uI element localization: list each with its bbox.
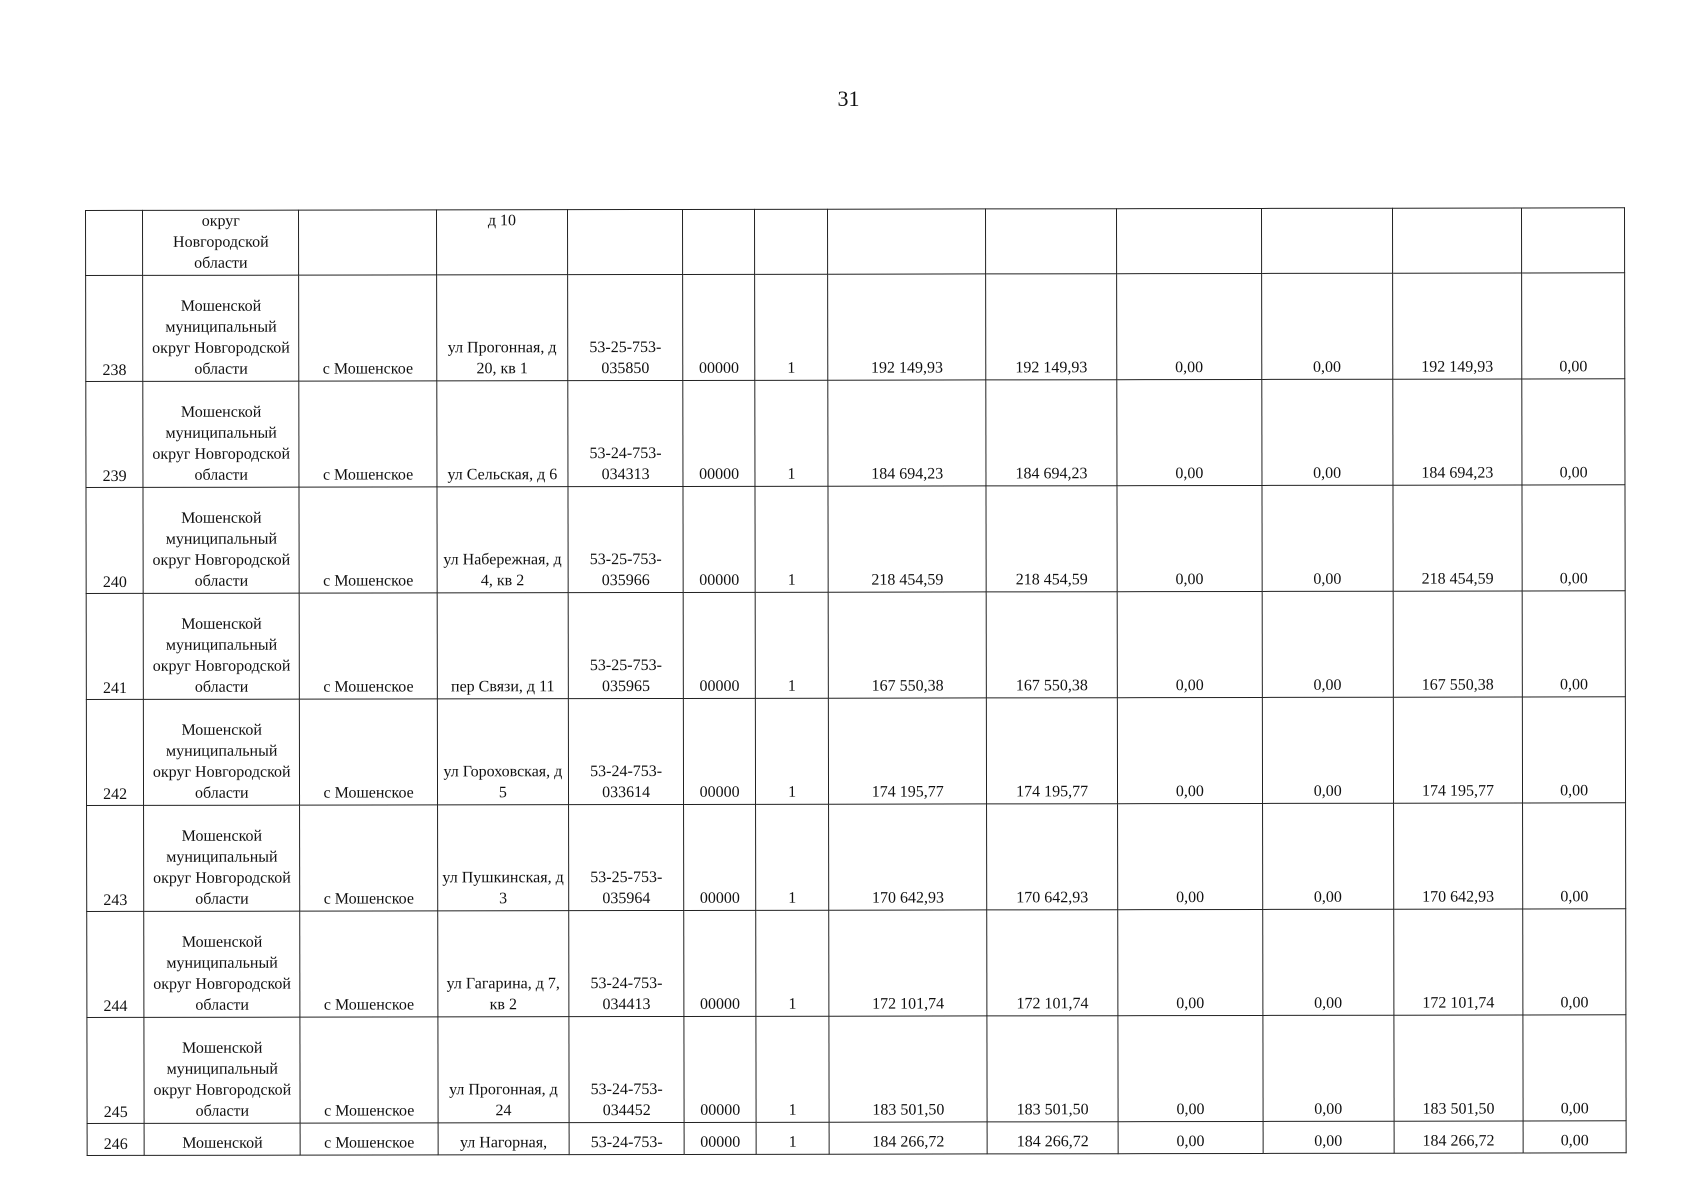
cell-no: 239 [86,381,144,487]
cell-sum2: 183 501,50 [987,1016,1118,1122]
cell-municipality: Мошенской муниципальный округ Новгородской области [144,1017,300,1123]
cell-address: ул Набережная, д 4, кв 2 [437,487,568,593]
cell-sum6: 0,00 [1523,909,1626,1015]
cell-address: ул Пушкинская, д 3 [438,805,569,911]
cell-sum1: 172 101,74 [829,910,987,1016]
cell-sum3: 0,00 [1117,803,1262,909]
cell-no: 238 [86,275,144,381]
cell-no: 241 [86,593,144,699]
cell-settlement: с Мошенское [299,275,437,381]
cell-sum1: 184 266,72 [829,1122,987,1154]
cell-sum6: 0,00 [1523,803,1626,909]
cell-code: 53-25-753-035850 [567,274,683,380]
cell-sum4: 0,00 [1262,697,1393,803]
cell-municipality: Мошенской муниципальный округ Новгородской области [143,275,299,381]
cell-settlement [299,210,437,275]
cell-zeros [683,209,755,274]
cell-sum4: 0,00 [1263,909,1394,1015]
cell-sum3: 0,00 [1117,591,1262,697]
cell-sum3: 0,00 [1117,273,1262,379]
cell-sum5: 172 101,74 [1393,909,1523,1015]
table-row-last [87,1121,1626,1156]
cell-sum4: 0,00 [1262,803,1393,909]
cell-municipality [143,210,299,275]
table-row [86,379,1625,488]
cell-sum3: 0,00 [1118,1121,1263,1153]
cell-sum1: 174 195,77 [829,698,987,804]
cell-sum6: 0,00 [1522,485,1625,591]
cell-sum6: 0,00 [1523,1121,1626,1153]
cell-code: 53-25-753-035966 [568,486,684,592]
cell-count: 1 [756,1016,830,1122]
cell-code [567,209,683,274]
cell-zeros: 00000 [684,910,756,1016]
cell-count [754,209,828,274]
cell-sum5 [1392,208,1522,273]
cell-sum5: 184 266,72 [1394,1121,1524,1153]
cell-sum2: 218 454,59 [986,486,1117,592]
cell-count: 1 [755,486,829,592]
cell-sum2: 174 195,77 [987,698,1118,804]
cell-count: 1 [756,910,830,1016]
cell-sum2: 192 149,93 [986,274,1117,380]
cell-count: 1 [755,592,829,698]
cell-address: пер Связи, д 11 [437,593,568,699]
cell-sum5: 184 694,23 [1392,379,1522,485]
table-row [86,697,1625,806]
cell-municipality: Мошенской муниципальный округ Новгородской области [144,911,300,1017]
cell-settlement: с Мошенское [300,911,438,1017]
cell-sum1: 170 642,93 [829,804,987,910]
cell-code: 53-24-753-034413 [569,910,685,1016]
cell-address: ул Нагорная, [438,1123,569,1155]
cell-no: 242 [86,699,144,805]
cell-no: 245 [87,1017,145,1123]
cell-settlement: с Мошенское [300,699,438,805]
cell-sum4: 0,00 [1262,379,1393,485]
cell-code: 53-24-753-034313 [568,380,684,486]
cell-sum6 [1522,208,1625,273]
municipality-line: округ [201,212,240,230]
table-row [87,909,1626,1018]
cell-sum6: 0,00 [1522,379,1625,485]
cell-settlement: с Мошенское [299,381,437,487]
cell-sum5: 192 149,93 [1392,273,1522,379]
cell-sum4: 0,00 [1261,273,1392,379]
cell-sum1: 183 501,50 [829,1016,987,1122]
cell-sum1 [828,209,986,274]
cell-count: 1 [754,274,828,380]
cell-settlement: с Мошенское [299,487,437,593]
cell-address: ул Гороховская, д 5 [437,699,568,805]
cell-count: 1 [755,380,829,486]
cell-sum2: 167 550,38 [986,592,1117,698]
cell-address: ул Прогонная, д 24 [438,1017,569,1123]
municipality-line: области [194,254,248,272]
cell-settlement: с Мошенское [300,1123,438,1155]
table-row [87,803,1626,912]
cell-address: д 10 [437,210,568,275]
cell-code: 53-24-753-034452 [569,1016,685,1122]
cell-count: 1 [756,1122,829,1154]
cell-sum6: 0,00 [1523,697,1626,803]
cell-no: 244 [87,911,145,1017]
cell-municipality: Мошенской муниципальный округ Новгородской области [143,593,299,699]
cell-sum3: 0,00 [1117,485,1262,591]
registry-table-wrapper [85,207,1627,1156]
cell-sum5: 218 454,59 [1393,485,1523,591]
cell-sum6: 0,00 [1522,273,1625,379]
cell-municipality: Мошенской муниципальный округ Новгородской области [143,487,299,593]
page-number: 31 [837,86,860,111]
cell-municipality: Мошенской муниципальный округ Новгородской области [143,381,299,487]
cell-sum5: 170 642,93 [1393,803,1523,909]
cell-sum2: 170 642,93 [987,804,1118,910]
cell-sum2: 172 101,74 [987,910,1118,1016]
cell-zeros: 00000 [684,804,756,910]
cell-sum4: 0,00 [1263,1015,1394,1121]
cell-sum3 [1116,208,1261,273]
cell-address: ул Сельская, д 6 [437,381,568,487]
cell-sum3: 0,00 [1117,379,1262,485]
cell-sum4: 0,00 [1262,485,1393,591]
cell-sum4 [1261,208,1392,273]
cell-sum6: 0,00 [1522,591,1625,697]
cell-municipality: Мошенской муниципальный округ Новгородской области [144,805,300,911]
cell-code: 53-25-753-035964 [568,804,684,910]
registry-table [85,207,1627,1156]
cell-zeros: 00000 [683,486,755,592]
cell-sum3: 0,00 [1118,909,1263,1015]
cell-sum5: 174 195,77 [1393,697,1523,803]
cell-zeros: 00000 [683,274,755,380]
table-row-continuation [86,208,1625,276]
cell-municipality: Мошенской муниципальный округ Новгородской области [144,699,300,805]
cell-address: ул Прогонная, д 20, кв 1 [437,275,568,381]
table-row [86,591,1625,700]
cell-no: 243 [87,805,145,911]
cell-zeros: 00000 [684,698,756,804]
cell-zeros: 00000 [683,380,755,486]
cell-sum1: 192 149,93 [828,274,986,380]
cell-address: ул Гагарина, д 7, кв 2 [438,911,569,1017]
cell-sum4: 0,00 [1263,1121,1394,1153]
table-row [86,485,1625,594]
cell-no: 240 [86,487,144,593]
cell-sum5: 167 550,38 [1393,591,1523,697]
cell-settlement: с Мошенское [300,1017,438,1123]
cell-count: 1 [755,698,829,804]
cell-settlement: с Мошенское [300,805,438,911]
cell-sum2: 184 266,72 [987,1122,1118,1154]
cell-zeros: 00000 [685,1122,756,1154]
cell-sum4: 0,00 [1262,591,1393,697]
cell-sum2: 184 694,23 [986,380,1117,486]
cell-no [86,210,143,275]
cell-sum5: 183 501,50 [1393,1015,1523,1121]
cell-sum3: 0,00 [1118,1015,1263,1121]
cell-zeros: 00000 [684,592,756,698]
cell-settlement: с Мошенское [299,593,437,699]
cell-zeros: 00000 [684,1016,756,1122]
cell-sum6: 0,00 [1523,1015,1626,1121]
registry-table-body [86,208,1627,1156]
cell-sum2 [986,209,1117,274]
cell-code: 53-24-753-033614 [568,698,684,804]
table-row [86,273,1625,382]
cell-no: 246 [87,1123,144,1155]
cell-code: 53-25-753-035965 [568,592,684,698]
cell-sum3: 0,00 [1117,697,1262,803]
cell-sum1: 218 454,59 [828,486,986,592]
table-row [87,1015,1626,1124]
cell-count: 1 [755,804,829,910]
cell-sum1: 184 694,23 [828,380,986,486]
cell-sum1: 167 550,38 [828,592,986,698]
cell-municipality: Мошенской [144,1123,300,1155]
municipality-line: Новгородской [173,233,269,251]
cell-code: 53-24-753- [569,1122,685,1154]
